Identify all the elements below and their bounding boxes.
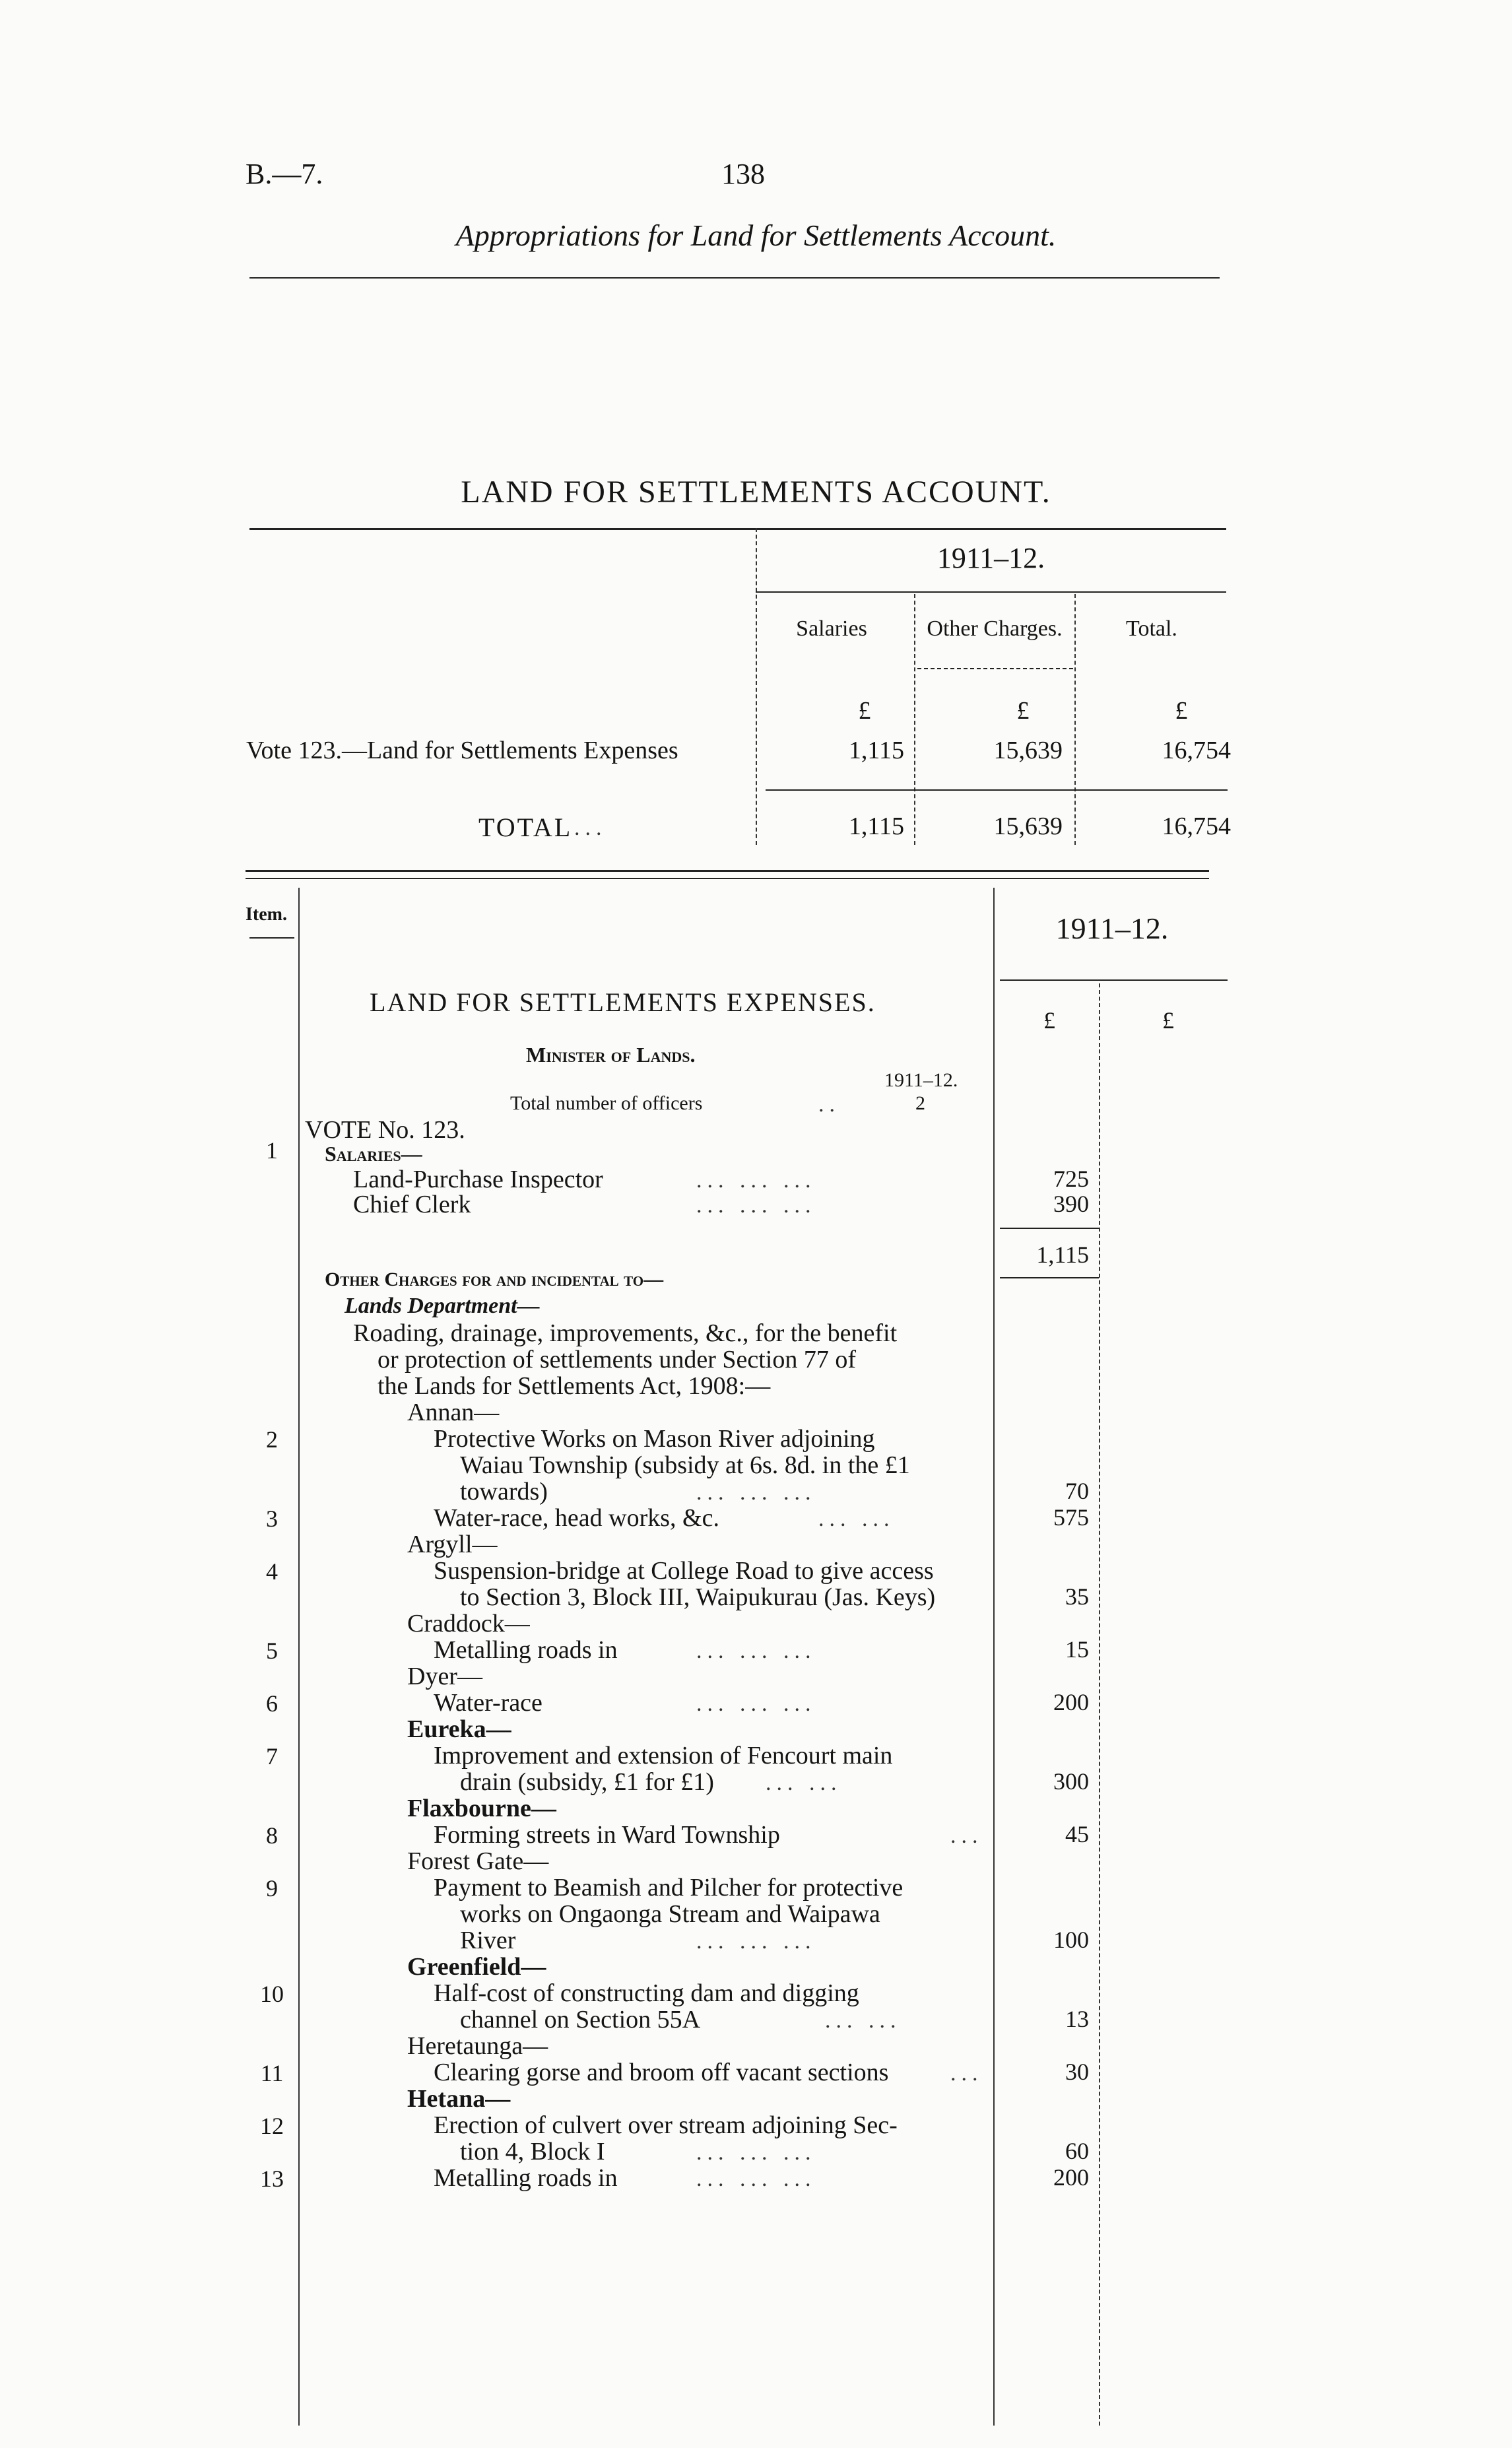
detail-item-header-rule xyxy=(249,937,294,939)
detail-entry-amount: 100 xyxy=(1053,1927,1089,1953)
detail-entry-dots: ... xyxy=(950,2061,983,2086)
summary-col-divider-1 xyxy=(914,594,915,845)
summary-label-divider xyxy=(756,528,757,845)
detail-entry-line: Protective Works on Mason River adjoining xyxy=(434,1425,875,1453)
detail-entry-dots: ... ... ... xyxy=(696,2167,816,2191)
detail-entry-amount: 45 xyxy=(1065,1821,1089,1847)
detail-item-number: 8 xyxy=(266,1822,278,1849)
detail-section-name: Heretaunga— xyxy=(407,2032,548,2060)
detail-entry-amount: 70 xyxy=(1065,1478,1089,1504)
detail-item-divider xyxy=(298,888,300,2426)
detail-entry-line: Suspension-bridge at College Road to give access xyxy=(434,1557,934,1585)
summary-vote-label: Vote 123.—Land for Settlements Expenses xyxy=(246,737,678,764)
detail-item-number: 6 xyxy=(266,1690,278,1717)
detail-salary-amount: 725 xyxy=(1053,1166,1089,1192)
detail-entry-line: tion 4, Block I xyxy=(460,2138,605,2166)
detail-item-number: 7 xyxy=(266,1743,278,1770)
detail-entry-dots: ... ... ... xyxy=(696,2140,816,2165)
detail-officers-year: 1911–12. xyxy=(884,1069,958,1091)
detail-currency-1: £ xyxy=(1043,1007,1055,1034)
detail-entry-line: Water-race xyxy=(434,1689,542,1717)
detail-entry-line: towards) xyxy=(460,1478,548,1505)
detail-entry-amount: 13 xyxy=(1065,2006,1089,2032)
detail-entry-amount: 60 xyxy=(1065,2138,1089,2164)
detail-entry-dots: ... ... ... xyxy=(696,1480,816,1505)
detail-entry-dots: ... xyxy=(950,1824,983,1848)
detail-section-name: Dyer— xyxy=(407,1663,482,1690)
detail-entry-dots: ... ... xyxy=(818,1507,895,1531)
summary-total-dots: ... xyxy=(574,816,607,840)
summary-col-salaries: Salaries xyxy=(796,616,867,641)
detail-entry-dots: ... ... ... xyxy=(696,1639,816,1663)
detail-section-name: Flaxbourne— xyxy=(407,1795,556,1822)
detail-item-number: 5 xyxy=(266,1638,278,1664)
detail-roading-line: Roading, drainage, improvements, &c., for the benefit xyxy=(353,1319,898,1347)
detail-salary-label: Chief Clerk xyxy=(353,1191,471,1218)
detail-section-name: Greenfield— xyxy=(407,1953,546,1981)
detail-year: 1911–12. xyxy=(1055,911,1169,945)
detail-entry-line: Water-race, head works, &c. xyxy=(434,1504,719,1532)
summary-head-rule xyxy=(917,668,1073,669)
summary-total-salaries: 1,115 xyxy=(848,812,904,840)
detail-roading-line: the Lands for Settlements Act, 1908:— xyxy=(378,1372,771,1400)
detail-year-rule xyxy=(1000,979,1228,981)
detail-item-number: 3 xyxy=(266,1505,278,1532)
detail-entry-amount: 35 xyxy=(1065,1583,1089,1610)
page-reference: B.—7. xyxy=(246,158,323,190)
detail-section-name: Forest Gate— xyxy=(407,1847,549,1875)
detail-item-number: 13 xyxy=(260,2166,284,2192)
detail-item-number: 12 xyxy=(260,2113,284,2139)
detail-entry-amount: 15 xyxy=(1065,1636,1089,1663)
detail-other-heading: Other Charges for and incidental to— xyxy=(325,1269,664,1290)
detail-entry-amount: 200 xyxy=(1053,2164,1089,2191)
detail-entry-line: Erection of culvert over stream adjoining Sec- xyxy=(434,2111,898,2139)
detail-section-name: Hetana— xyxy=(407,2085,511,2113)
detail-item-number: 4 xyxy=(266,1558,278,1585)
detail-entry-line: Forming streets in Ward Township xyxy=(434,1821,780,1849)
detail-roading-line: or protection of settlements under Section 77 of xyxy=(378,1346,856,1373)
summary-col-other: Other Charges. xyxy=(927,616,1063,641)
detail-item-header: Item. xyxy=(246,904,287,925)
summary-vote-other: 15,639 xyxy=(993,737,1063,764)
detail-entry-line: drain (subsidy, £1 for £1) xyxy=(460,1768,714,1796)
detail-entry-amount: 30 xyxy=(1065,2059,1089,2085)
header-rule xyxy=(249,277,1220,279)
detail-dept-heading: Lands Department— xyxy=(345,1294,540,1318)
detail-item-number: 9 xyxy=(266,1875,278,1902)
detail-item-number: 1 xyxy=(266,1137,278,1164)
summary-total-label: TOTAL xyxy=(478,812,573,842)
detail-salary-subtotal: 1,115 xyxy=(1036,1241,1089,1268)
detail-entry-dots: ... ... ... xyxy=(696,1929,816,1954)
detail-entry-line: Payment to Beamish and Pilcher for protective xyxy=(434,1874,904,1902)
summary-title: LAND FOR SETTLEMENTS ACCOUNT. xyxy=(461,475,1051,510)
detail-salaries-heading: Salaries— xyxy=(325,1142,422,1166)
summary-year-rule xyxy=(756,591,1226,593)
detail-minister: Minister of Lands. xyxy=(526,1043,696,1067)
detail-officers-dots: .. xyxy=(818,1092,840,1117)
detail-entry-line: River xyxy=(460,1927,516,1954)
detail-section-name: Annan— xyxy=(407,1399,500,1426)
summary-bottom-rule-1 xyxy=(246,870,1209,872)
summary-total-total: 16,754 xyxy=(1162,812,1231,840)
summary-col-divider-2 xyxy=(1074,594,1076,845)
summary-vote-salaries: 1,115 xyxy=(848,737,904,764)
detail-officers-label: Total number of officers xyxy=(510,1092,703,1114)
detail-entry-dots: ... ... ... xyxy=(696,1692,816,1716)
page-number: 138 xyxy=(721,158,765,190)
detail-item-number: 11 xyxy=(260,2060,284,2086)
summary-currency-salaries: £ xyxy=(858,697,871,725)
detail-entry-amount: 300 xyxy=(1053,1768,1089,1795)
detail-salary-subtotal-underline xyxy=(1000,1277,1099,1278)
detail-entry-line: Metalling roads in xyxy=(434,2164,618,2192)
detail-section-name: Argyll— xyxy=(407,1531,498,1558)
detail-entry-amount: 200 xyxy=(1053,1689,1089,1715)
detail-title: LAND FOR SETTLEMENTS EXPENSES. xyxy=(370,987,876,1017)
detail-section-name: Craddock— xyxy=(407,1610,530,1638)
detail-entry-line: Waiau Township (subsidy at 6s. 8d. in the £1 xyxy=(460,1451,910,1479)
summary-vote-total: 16,754 xyxy=(1162,737,1231,764)
detail-salary-amount: 390 xyxy=(1053,1191,1089,1217)
page-subtitle: Appropriations for Land for Settlements Account. xyxy=(455,218,1057,252)
summary-total-other: 15,639 xyxy=(993,812,1063,840)
detail-salary-label: Land-Purchase Inspector xyxy=(353,1166,603,1193)
detail-item-number: 10 xyxy=(260,1981,284,2007)
detail-entry-line: works on Ongaonga Stream and Waipawa xyxy=(460,1900,880,1928)
detail-entry-line: Improvement and extension of Fencourt main xyxy=(434,1742,893,1770)
detail-entry-dots: ... ... xyxy=(766,1771,842,1795)
summary-currency-other: £ xyxy=(1016,697,1030,725)
detail-entry-dots: ... ... xyxy=(825,2008,902,2033)
summary-year: 1911–12. xyxy=(937,542,1045,574)
detail-salary-dots: ... ... ... xyxy=(696,1193,816,1218)
detail-entry-line: Metalling roads in xyxy=(434,1636,618,1664)
summary-currency-total: £ xyxy=(1175,697,1188,725)
detail-currency-2: £ xyxy=(1162,1007,1174,1034)
summary-bottom-rule-2 xyxy=(246,878,1209,879)
summary-top-rule xyxy=(249,528,1226,530)
summary-total-rule xyxy=(766,789,1228,791)
detail-salary-dots: ... ... ... xyxy=(696,1168,816,1193)
detail-entry-line: Clearing gorse and broom off vacant sections xyxy=(434,2059,889,2086)
detail-entry-line: to Section 3, Block III, Waipukurau (Jas. Keys) xyxy=(460,1583,936,1611)
summary-col-total: Total. xyxy=(1126,616,1177,641)
detail-item-number: 2 xyxy=(266,1426,278,1453)
detail-entry-line: Half-cost of constructing dam and digging xyxy=(434,1979,859,2007)
detail-salary-subtotal-rule xyxy=(1000,1228,1099,1229)
detail-officers-count: 2 xyxy=(915,1092,925,1114)
detail-entry-amount: 575 xyxy=(1053,1504,1089,1531)
detail-amount-divider xyxy=(1099,983,1100,2426)
detail-entry-line: channel on Section 55A xyxy=(460,2006,701,2034)
detail-section-name: Eureka— xyxy=(407,1715,511,1743)
detail-vote-number: VOTE No. 123. xyxy=(305,1116,465,1144)
